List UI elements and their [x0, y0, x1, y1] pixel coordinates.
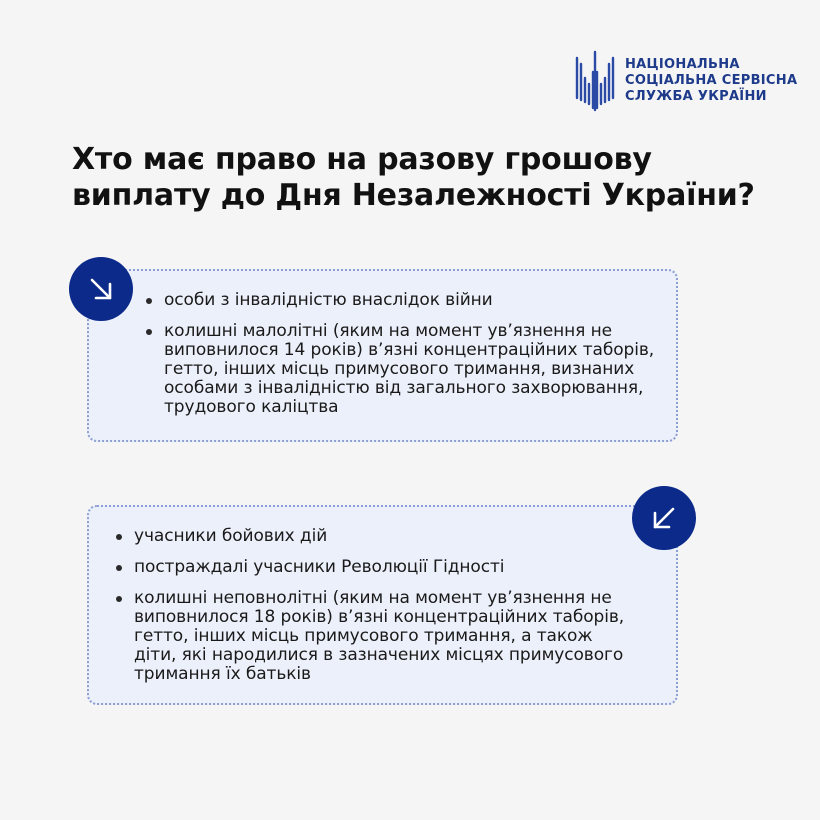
eligibility-list-2 [116, 527, 626, 696]
list-item: колишні неповнолітні (яким на момент ув’язнення не виповнилося 18 років) в’язні концентраційних таборів, гетто, інших місць примусового тримання, а також діти, які народилися в зазначених місцях примусового тримання їх батьків [116, 589, 626, 684]
organization-name-line2: СОЦІАЛЬНА СЕРВІСНА [625, 73, 798, 88]
arrow-badge-1 [69, 257, 133, 321]
organization-name-line1: НАЦІОНАЛЬНА [625, 57, 740, 72]
eligibility-card-2 [87, 505, 678, 705]
list-item: колишні малолітні (яким на момент ув’язнення не виповнилося 14 років) в’язні концентраційних таборів, гетто, інших місць примусового тримання, визнаних особами з інвалідністю від загального захворювання, трудового каліцтва [146, 322, 666, 417]
organization-name-line3: СЛУЖБА УКРАЇНИ [625, 89, 767, 104]
list-item: учасники бойових дій [116, 527, 626, 546]
arrow-down-left-icon [650, 504, 678, 532]
page-title-line2: виплату до Дня Незалежності України? [72, 178, 755, 213]
arrow-down-right-icon [87, 275, 115, 303]
organization-name [625, 57, 797, 105]
organization-logo [575, 50, 797, 112]
list-item: постраждалі учасники Революції Гідності [116, 558, 626, 577]
eligibility-card-1 [87, 269, 678, 442]
trident-emblem-icon [575, 50, 615, 112]
page-title-line1: Хто має право на разову грошову [72, 142, 652, 177]
arrow-badge-2 [632, 486, 696, 550]
list-item: особи з інвалідністю внаслідок війни [146, 291, 666, 310]
page-title [72, 142, 772, 214]
eligibility-list-1 [146, 291, 666, 429]
